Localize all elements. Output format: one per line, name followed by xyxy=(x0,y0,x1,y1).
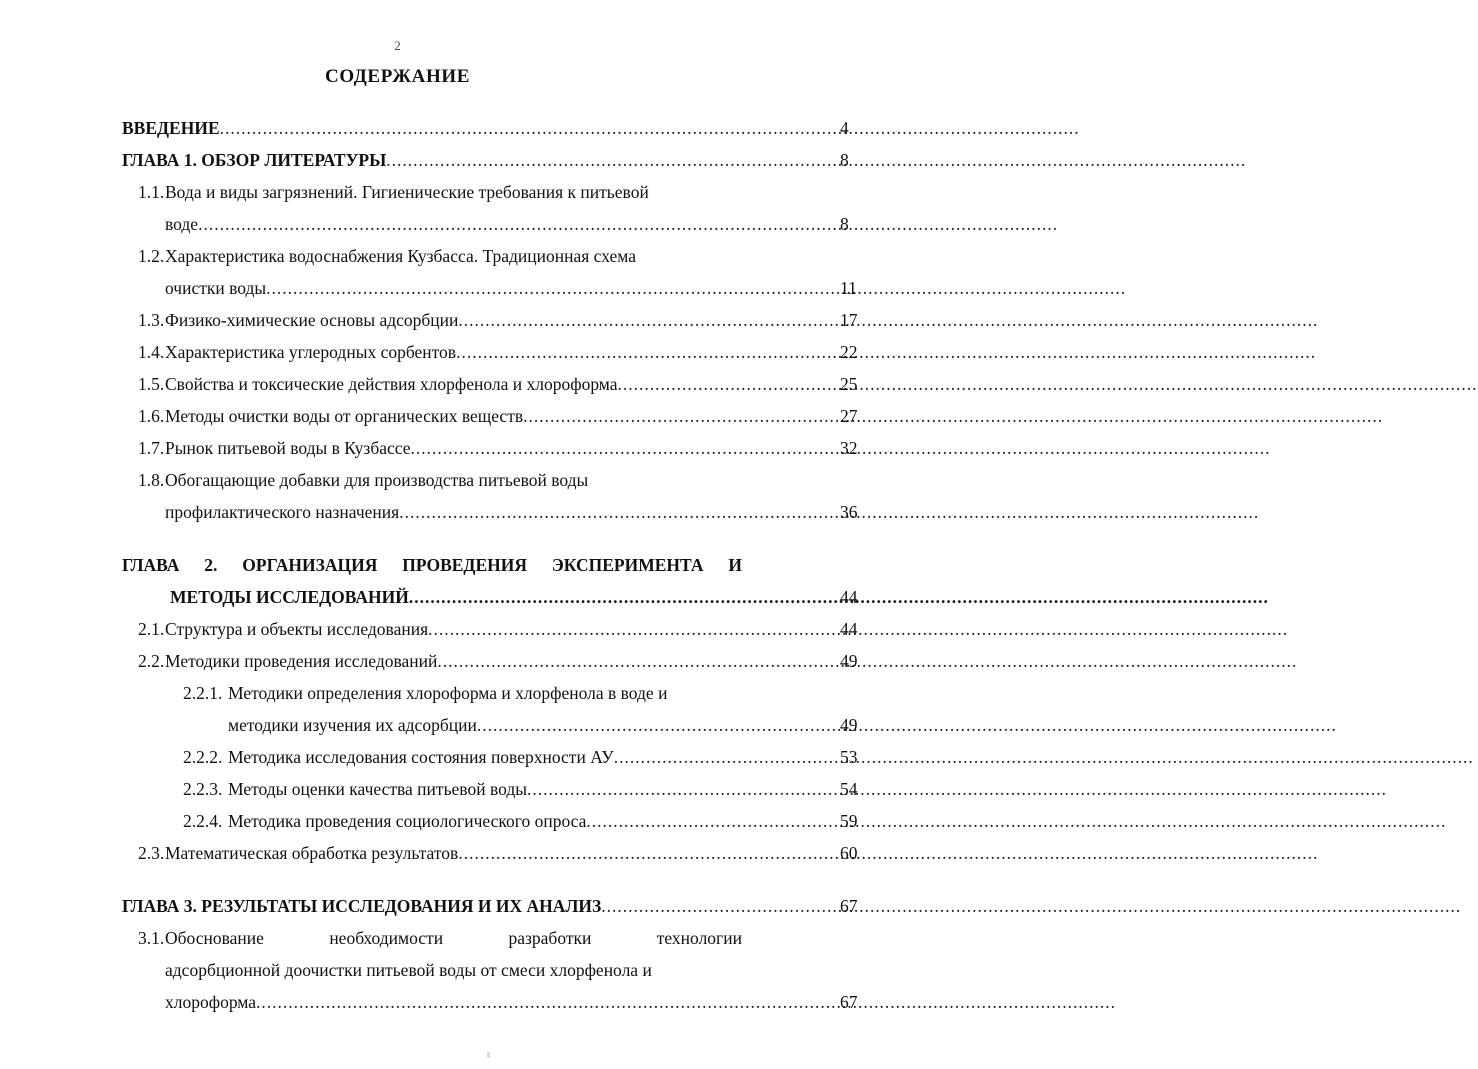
toc-page-number: 22 xyxy=(840,342,858,362)
leader-dots xyxy=(411,432,741,464)
heading-word: ЭКСПЕРИМЕНТА xyxy=(551,555,704,575)
toc-entry-label: ВВЕДЕНИЕ xyxy=(122,118,220,138)
leader-dots xyxy=(458,304,741,336)
toc-page-number: 54 xyxy=(840,779,858,799)
toc-number: 2.1. xyxy=(138,619,165,639)
leader-dots xyxy=(386,144,741,176)
toc-page-number: 67 xyxy=(840,896,858,916)
scan-artifact xyxy=(487,1052,490,1058)
heading-word: И xyxy=(728,555,742,575)
toc-entry-section-2-3[interactable] xyxy=(122,837,858,869)
toc-entry-label: Характеристика углеродных сорбентов xyxy=(165,342,457,362)
toc-page-number: 60 xyxy=(840,843,858,863)
toc-page-number: 32 xyxy=(840,438,858,458)
toc-entry-section-1-6[interactable] xyxy=(122,400,858,432)
toc-entry-section-1-3[interactable] xyxy=(122,304,858,336)
toc-entry-label: Свойства и токсические действия хлорфенола и хлороформа xyxy=(165,374,618,394)
heading-word: ОРГАНИЗАЦИЯ xyxy=(242,555,378,575)
toc-entry-introduction[interactable] xyxy=(122,112,849,144)
toc-entry-label: Математическая обработка результатов xyxy=(165,843,459,863)
toc-entry-section-2-2-1[interactable] xyxy=(122,677,858,741)
toc-entry-label xyxy=(165,922,742,954)
toc-entry-section-1-4[interactable] xyxy=(122,336,858,368)
leader-dots xyxy=(601,890,741,922)
leader-dots xyxy=(618,368,741,400)
page-folio-number: 2 xyxy=(394,38,401,53)
leader-dots xyxy=(220,112,741,144)
toc-number: 2.2.1. xyxy=(183,683,223,703)
toc-number: 2.2.2. xyxy=(183,747,223,767)
toc-page-number: 44 xyxy=(840,619,858,639)
toc-number: 1.7. xyxy=(138,438,165,458)
toc-page-number: 17 xyxy=(840,310,858,330)
page-title: СОДЕРЖАНИЕ xyxy=(325,66,470,87)
toc-page-number: 25 xyxy=(840,374,858,394)
toc-number: 1.6. xyxy=(138,406,165,426)
toc-entry-section-2-2-4[interactable] xyxy=(122,805,858,837)
toc-entry-label-cont: профилактического назначения xyxy=(165,502,400,522)
toc-entry-section-1-2[interactable] xyxy=(122,240,857,304)
leader-dots xyxy=(456,336,741,368)
toc-page-number: 36 xyxy=(840,502,858,522)
toc-number: 1.2. xyxy=(138,246,165,266)
toc-entry-label xyxy=(122,549,742,581)
leader-dots xyxy=(527,773,741,805)
leader-dots xyxy=(266,272,741,304)
toc-entry-label: Рынок питьевой воды в Кузбассе xyxy=(165,438,411,458)
toc-page-number: 49 xyxy=(840,715,858,735)
toc-number: 2.2. xyxy=(138,651,165,671)
toc-entry-chapter-2[interactable] xyxy=(122,549,858,613)
entry-word: необходимости xyxy=(329,928,444,948)
toc-entry-section-3-1[interactable] xyxy=(122,922,858,1018)
toc-number: 1.3. xyxy=(138,310,165,330)
toc-entry-label-cont: методики изучения их адсорбции xyxy=(228,715,477,735)
toc-entry-section-2-2[interactable] xyxy=(122,645,858,677)
leader-dots xyxy=(437,645,741,677)
leader-dots xyxy=(256,986,741,1018)
toc-page-number: 4 xyxy=(840,118,849,138)
entry-word: Обоснование xyxy=(165,928,264,948)
toc-entry-label: Методы оценки качества питьевой воды xyxy=(228,779,527,799)
toc-entry-section-1-8[interactable] xyxy=(122,464,858,528)
toc-entry-label: Методика проведения социологического опроса xyxy=(228,811,587,831)
leader-dots xyxy=(399,496,741,528)
toc-entry-section-2-1[interactable] xyxy=(122,613,858,645)
leader-dots xyxy=(586,805,741,837)
leader-dots xyxy=(614,741,741,773)
toc-entry-label: Методики проведения исследований xyxy=(165,651,438,671)
toc-number: 2.3. xyxy=(138,843,165,863)
entry-word: технологии xyxy=(656,928,742,948)
toc-number: 3.1. xyxy=(138,928,165,948)
heading-word: ПРОВЕДЕНИЯ xyxy=(402,555,528,575)
leader-dots xyxy=(428,613,741,645)
heading-word: ГЛАВА xyxy=(122,555,180,575)
toc-entry-label: Физико-химические основы адсорбции xyxy=(165,310,459,330)
toc-page-number: 27 xyxy=(840,406,858,426)
toc-page-number: 44 xyxy=(840,587,858,607)
toc-entry-label-cont: адсорбционной доочистки питьевой воды от смеси хлорфенола и xyxy=(165,960,652,980)
toc-page-number: 49 xyxy=(840,651,858,671)
toc-entry-label: Методы очистки воды от органических веществ xyxy=(165,406,524,426)
toc-page-number: 8 xyxy=(840,150,849,170)
toc-page-number: 67 xyxy=(840,992,858,1012)
table-of-contents xyxy=(122,112,858,1018)
toc-page-number: 11 xyxy=(840,278,857,298)
toc-page-number: 53 xyxy=(840,747,858,767)
toc-entry-label-cont2: хлороформа xyxy=(165,992,257,1012)
toc-number: 2.2.3. xyxy=(183,779,223,799)
toc-entry-label: Вода и виды загрязнений. Гигиенические требования к питьевой xyxy=(165,182,649,202)
leader-dots xyxy=(458,837,741,869)
leader-dots xyxy=(523,400,741,432)
toc-number: 1.8. xyxy=(138,470,165,490)
toc-entry-label: Методика исследования состояния поверхности АУ xyxy=(228,747,614,767)
toc-entry-label: ГЛАВА 3. РЕЗУЛЬТАТЫ ИССЛЕДОВАНИЯ И ИХ АНАЛИЗ xyxy=(122,896,602,916)
toc-entry-label: ГЛАВА 1. ОБЗОР ЛИТЕРАТУРЫ xyxy=(122,150,387,170)
toc-entry-chapter-3[interactable] xyxy=(122,890,858,922)
toc-entry-chapter-1[interactable] xyxy=(122,144,849,176)
entry-word: разработки xyxy=(508,928,592,948)
toc-entry-label-cont: МЕТОДЫ ИССЛЕДОВАНИЙ xyxy=(170,587,409,607)
leader-dots xyxy=(198,208,741,240)
heading-word: 2. xyxy=(204,555,218,575)
toc-entry-label: Методики определения хлороформа и хлорфенола в воде и xyxy=(228,683,668,703)
toc-entry-section-2-2-3[interactable] xyxy=(122,773,858,805)
toc-number: 1.4. xyxy=(138,342,165,362)
toc-number: 1.5. xyxy=(138,374,165,394)
toc-number: 1.1. xyxy=(138,182,165,202)
leader-dots xyxy=(409,581,741,613)
toc-page-number: 8 xyxy=(840,214,849,234)
toc-page-number: 59 xyxy=(840,811,858,831)
toc-entry-section-1-5[interactable] xyxy=(122,368,858,400)
toc-entry-section-1-1[interactable] xyxy=(122,176,849,240)
toc-entry-label: Структура и объекты исследования xyxy=(165,619,429,639)
toc-entry-section-1-7[interactable] xyxy=(122,432,858,464)
toc-entry-section-2-2-2[interactable] xyxy=(122,741,858,773)
toc-entry-label-cont: воде xyxy=(165,214,199,234)
toc-entry-label: Обогащающие добавки для производства питьевой воды xyxy=(165,470,589,490)
toc-number: 2.2.4. xyxy=(183,811,223,831)
toc-entry-label-cont: очистки воды xyxy=(165,278,267,298)
toc-entry-label: Характеристика водоснабжения Кузбасса. Традиционная схема xyxy=(165,246,637,266)
leader-dots xyxy=(477,709,741,741)
